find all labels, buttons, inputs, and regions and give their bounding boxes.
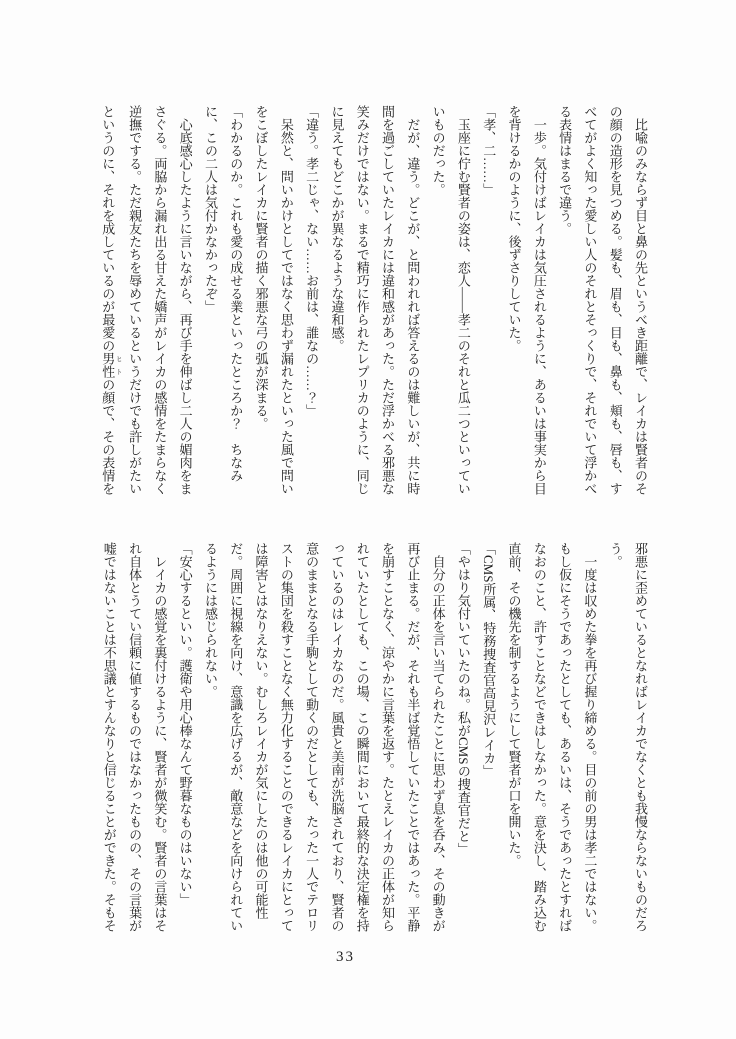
text-block-bottom bbox=[96, 542, 653, 936]
text-line: 呆然と、問いかけとしてではなく思わず漏れたといった風で問い bbox=[278, 118, 294, 495]
text-line: 意のままとなる手駒として動くのだとしても、たった一人でテロリ bbox=[304, 542, 320, 932]
ruby-base: 男性 bbox=[100, 352, 116, 378]
text-line: を崩すことなく、涼やかに言葉を返す。たとえレイカの正体が知ら bbox=[380, 542, 396, 932]
text-line: に見えてもどこかが異なるような違和感。 bbox=[329, 105, 345, 352]
text-line: う。 bbox=[607, 542, 623, 568]
text-line: の顔の造形を見つめる。髪も、眉も、目も、鼻も、頬も、唇も、す bbox=[607, 105, 623, 495]
text-line: れ自体とうてい信頼に値するものではなかったものの、その言葉が bbox=[127, 542, 143, 932]
text-line: 一歩。気付けばレイカは気圧されるように、あるいは事実から目 bbox=[531, 118, 547, 495]
text-line: なおのこと、許すことなどできはしなかった。意を決し、踏み込む bbox=[531, 542, 547, 932]
text-block-top bbox=[95, 105, 653, 499]
text-line: 邪悪に歪めているとなればレイカでなくとも我慢ならないものだろ bbox=[633, 542, 648, 932]
text-line: 比喩のみならず目と鼻の先というべき距離で、レイカは賢者のそ bbox=[633, 118, 648, 495]
text-line: をこぼしたレイカに賢者の描く邪悪な弓の弧が深まる。 bbox=[253, 105, 269, 430]
text-line: るようには感じられない。 bbox=[202, 542, 218, 698]
text-line: 「やはり気付いていたのね。私がCMSの捜査官だと」 bbox=[455, 542, 471, 856]
text-line: さぐる。両脇から漏れ出る甘えた嬌声がレイカの感情をたまらなく bbox=[152, 105, 168, 495]
text-run: というのに、それを成しているのが最愛の bbox=[100, 105, 116, 352]
ruby-text: ヒト bbox=[114, 352, 122, 378]
text-run: の顔で、その表情を bbox=[100, 378, 116, 495]
text-line: べてがよく知った愛しい人のそれとそっくりで、それでいて浮かべ bbox=[582, 105, 598, 495]
text-line: ストの集団を殺すことなく無力化することのできるレイカにとって bbox=[278, 542, 294, 932]
text-line: もし仮にそうであったとしても、あるいは、そうであったとすれば bbox=[557, 542, 573, 932]
text-line: いものだった。 bbox=[430, 105, 446, 196]
text-line: 間を過ごしていたレイカには違和感があった。ただ浮かべる邪悪な bbox=[380, 105, 396, 495]
text-line: 一度は収めた拳を再び握り締める。目の前の男は孝二ではない。 bbox=[582, 555, 598, 932]
text-line: 「わかるのか。これも愛の成せる業といったところか？ ちなみ bbox=[228, 105, 244, 482]
text-line: を背けるかのように、後ずさりしていた。 bbox=[506, 105, 522, 352]
text-line: 直前、その機先を制するようにして賢者が口を開いた。 bbox=[506, 542, 522, 867]
text-line: 「安心するといい。護衛や用心棒なんて野暮なものはいない」 bbox=[177, 542, 193, 906]
text-line: 「違う。孝二じゃ、ない……お前は、誰なの……？」 bbox=[304, 105, 320, 417]
text-line-with-ruby bbox=[95, 105, 122, 499]
text-line: 自分の正体を言い当てられたことに思わず息を呑み、その動きが bbox=[430, 555, 446, 932]
text-line: は障害とはなりえない。むしろレイカが気にしたのは他の可能性 bbox=[253, 542, 269, 919]
text-line: だが、違う。どこが、と問われれば答えるのは難しいが、共に時 bbox=[405, 118, 421, 495]
text-line: レイカの感覚を裏付けるように、賢者が微笑む。賢者の言葉はそ bbox=[152, 555, 168, 932]
text-line: る表情はまるで違う。 bbox=[557, 105, 573, 235]
page-number: 33 bbox=[336, 949, 355, 965]
ruby-annotation bbox=[100, 352, 122, 378]
text-line: 「孝、二……」 bbox=[481, 105, 497, 196]
text-line: 笑みだけではない。まるで精巧に作られたレプリカのように、同じ bbox=[354, 105, 370, 495]
text-line: 「CMS所属、特務捜査官高見沢レイカ」 bbox=[481, 542, 497, 778]
text-line: れていたとしても、この場、この瞬間において最終的な決定権を持 bbox=[354, 542, 370, 932]
text-line: 玉座に佇む賢者の姿は、恋人――孝二のそれと瓜二つといってい bbox=[455, 118, 471, 495]
text-line: 再び止まる。だが、それも半ば覚悟していたことではあった。平静 bbox=[405, 542, 421, 932]
text-line: 嘘ではないことは不思議とすんなりと信じることができた。そもそ bbox=[101, 542, 117, 932]
text-line: だ。周囲に視線を向け、意識を広げるが、敵意などを向けられてい bbox=[228, 542, 244, 932]
text-line: 逆撫でする。ただ親友たちを辱めているというだけでも許しがたい bbox=[127, 105, 143, 495]
text-line: 心底感心したように言いながら、再び手を伸ばし二人の媚肉をま bbox=[177, 118, 193, 495]
text-line: っているのはレイカなのだ。風貴と美南が洗脳されており、賢者の bbox=[329, 542, 345, 932]
text-line: に、この二人は気付かなかったぞ」 bbox=[202, 105, 218, 313]
